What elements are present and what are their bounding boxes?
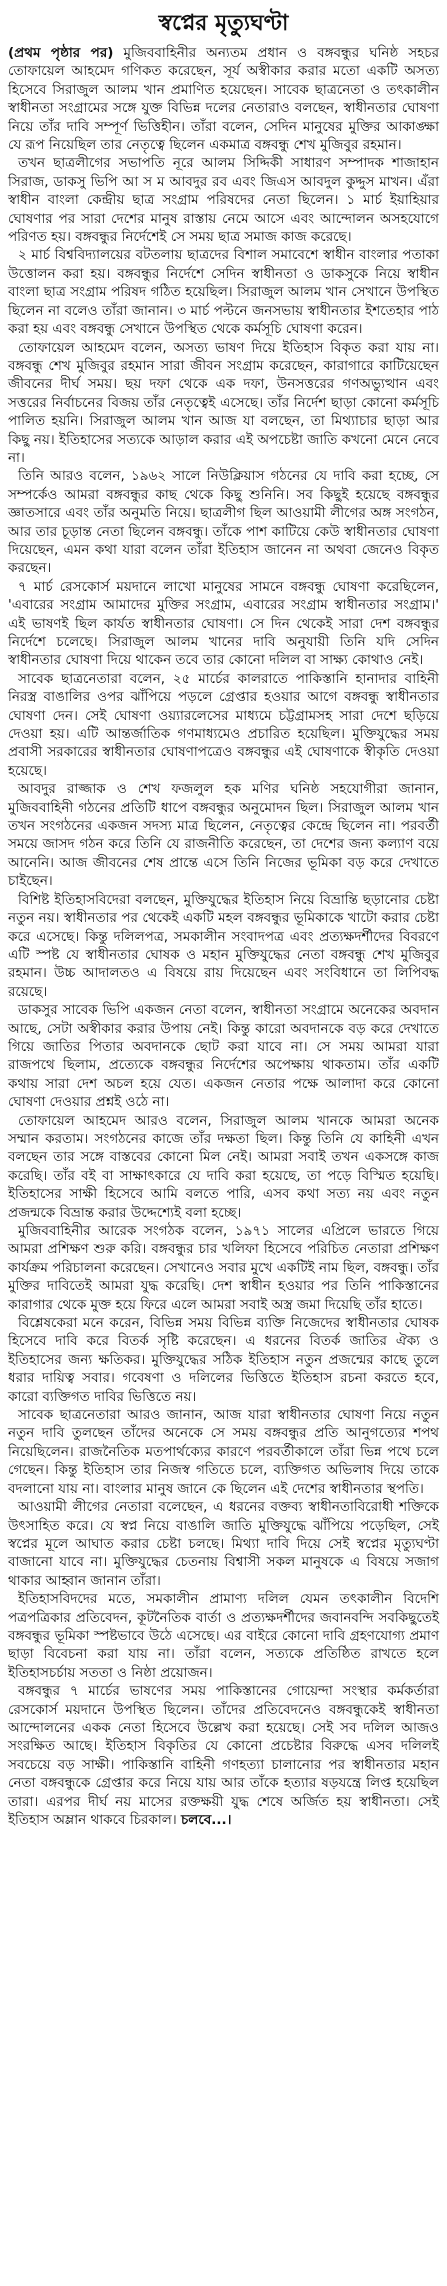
paragraph-16: ইতিহাসবিদদের মতে, সমকালীন প্রামাণ্য দলিল যেমন তৎকালীন বিদেশি পত্রপত্রিকার প্রতিবেদন, কূটনৈতিক বার্তা ও প্রত্যক্ষদর্শীদের জবানবন্দি সবকিছুতেই বঙ্গবন্ধুর ভূমিকা স্পষ্টভাবে উঠে এসেছে। এর বাইরে কোনো দাবি গ্রহণযোগ্য প্রমাণ ছাড়া বিবেচনা করা যায় না। তাঁরা বলেন, সত্যকে প্রতিষ্ঠিত রাখতে হলে ইতিহাসচর্চায় সততা ও নিষ্ঠা প্রয়োজন। bbox=[8, 1591, 439, 1681]
paragraph-14: সাবেক ছাত্রনেতারা আরও জানান, আজ যারা স্বাধীনতার ঘোষণা নিয়ে নতুন নতুন দাবি তুলছেন তাঁদের অনেকে সে সময় বঙ্গবন্ধুর প্রতি আনুগত্যের শপথ নিয়েছিলেন। রাজনৈতিক মতপার্থক্যের কারণে পরবর্তীকালে তাঁরা ভিন্ন পথে চলে গেছেন। কিন্তু ইতিহাস তার নিজস্ব গতিতে চলে, ব্যক্তিগত অভিলাষ দিয়ে তাকে বদলানো যায় না। বাংলার মানুষ জানে কে ছিলেন এই দেশের স্বাধীনতার স্থপতি। bbox=[8, 1407, 439, 1497]
paragraph-1 bbox=[8, 44, 439, 154]
paragraph-5: তিনি আরও বলেন, ১৯৬২ সালে নিউক্লিয়াস গঠনের যে দাবি করা হচ্ছে, সে সম্পর্কেও আমরা বঙ্গবন্ধুর কাছ থেকে কিছু শুনিনি। সব কিছুই হয়েছে বঙ্গবন্ধুর জ্ঞাতসারে এবং তাঁর অনুমতি নিয়ে। ছাত্রলীগ ছিল আওয়ামী লীগের অঙ্গ সংগঠন, আর তার চূড়ান্ত নেতা ছিলেন বঙ্গবন্ধু। তাঁকে পাশ কাটিয়ে কেউ স্বাধীনতার ঘোষণা দিয়েছেন, এমন কথা যারা বলেন তাঁরা ইতিহাস জানেন না অথবা জেনেও বিকৃত করছেন। bbox=[8, 468, 439, 577]
paragraph-10: ডাকসুর সাবেক ভিপি একজন নেতা বলেন, স্বাধীনতা সংগ্রামে অনেকের অবদান আছে, সেটা অস্বীকার করার উপায় নেই। কিন্তু কারো অবদানকে বড় করে দেখাতে গিয়ে জাতির পিতার অবদানকে ছোট করা যাবে না। সে সময় আমরা যারা রাজপথে ছিলাম, প্রত্যেকে বঙ্গবন্ধুর নির্দেশের অপেক্ষায় থাকতাম। তাঁর একটি কথায় সারা দেশ অচল হয়ে যেত। একজন নেতার পক্ষে আলাদা করে কোনো ঘোষণা দেওয়ার প্রশ্নই ওঠে না। bbox=[8, 1002, 439, 1111]
paragraph-12: মুজিববাহিনীর আরেক সংগঠক বলেন, ১৯৭১ সালের এপ্রিলে ভারতে গিয়ে আমরা প্রশিক্ষণ শুরু করি। বঙ্গবন্ধুর চার খলিফা হিসেবে পরিচিত নেতারা প্রশিক্ষণ কার্যক্রম পরিচালনা করেছেন। সেখানেও সবার মুখে একটিই নাম ছিল, বঙ্গবন্ধু। তাঁর মুক্তির দাবিতেই আমরা যুদ্ধ করেছি। দেশ স্বাধীন হওয়ার পর তিনি পাকিস্তানের কারাগার থেকে মুক্ত হয়ে ফিরে এলে আমরা সবাই অস্ত্র জমা দিয়েছি তাঁর হাতে। bbox=[8, 1223, 439, 1313]
paragraph-text: মুজিববাহিনীর অন্যতম প্রধান ও বঙ্গবন্ধুর ঘনিষ্ঠ সহচর তোফায়েল আহমেদ গণিকত করেছেন, সূর্য অস্বীকার করার মতো একটি অসত্য হিসেবে সিরাজুল আলম খান প্রমাণিত হয়েছেন। সাবেক ছাত্রনেতা ও তৎকালীন স্বাধীনতা সংগ্রামের সঙ্গে যুক্ত বিভিন্ন দলের নেতারাও বলছেন, স্বাধীনতার ঘোষণা নিয়ে তাঁর দাবি সম্পূর্ণ ভিত্তিহীন। তাঁরা বলেন, সেদিন মানুষের মুক্তির আকাঙ্ক্ষা যে রূপ নিয়েছিল তার নেতৃত্বে ছিলেন একমাত্র বঙ্গবন্ধু শেখ মুজিবুর রহমান। bbox=[8, 45, 439, 154]
continued-label: চলবে...। bbox=[180, 1812, 232, 1828]
continued-from-label: (প্রথম পৃষ্ঠার পর) bbox=[8, 45, 114, 61]
paragraph-6: ৭ মার্চ রেসকোর্স ময়দানে লাখো মানুষের সামনে বঙ্গবন্ধু ঘোষণা করেছিলেন, 'এবারের সংগ্রাম আমাদের মুক্তির সংগ্রাম, এবারের সংগ্রাম স্বাধীনতার সংগ্রাম।' এই ভাষণই ছিল কার্যত স্বাধীনতার ঘোষণা। সে দিন থেকেই সারা দেশ বঙ্গবন্ধুর নির্দেশে চলেছে। সিরাজুল আলম খানের দাবি অনুযায়ী তিনি যদি সেদিন স্বাধীনতার ঘোষণা দিয়ে থাকেন তবে তার কোনো দলিল বা সাক্ষ্য কোথাও নেই। bbox=[8, 578, 439, 669]
closing-text: বঙ্গবন্ধুর ৭ মার্চের ভাষণের সময় পাকিস্তানের গোয়েন্দা সংস্থার কর্মকর্তারা রেসকোর্স ময়দানে উপস্থিত ছিলেন। তাঁদের প্রতিবেদনেও বঙ্গবন্ধুকেই স্বাধীনতা আন্দোলনের একক নেতা হিসেবে উল্লেখ করা হয়েছে। সেই সব দলিল আজও সংরক্ষিত আছে। ইতিহাস বিকৃতির যে কোনো প্রচেষ্টার বিরুদ্ধে এসব দলিলই সবচেয়ে বড় সাক্ষী। পাকিস্তানি বাহিনী গণহত্যা চালানোর পর স্বাধীনতার মহান নেতা বঙ্গবন্ধুকে গ্রেপ্তার করে নিয়ে যায় আর তাঁকে হত্যার ষড়যন্ত্রে লিপ্ত হয়েছিল তারা। এরপর দীর্ঘ নয় মাসের রক্তক্ষয়ী যুদ্ধ শেষে অর্জিত হয় স্বাধীনতা। সেই ইতিহাস অম্লান থাকবে চিরকাল। bbox=[8, 1683, 439, 1828]
paragraph-2: তখন ছাত্রলীগের সভাপতি নূরে আলম সিদ্দিকী সাধারণ সম্পাদক শাজাহান সিরাজ, ডাকসু ভিপি আ স ম আবদুর রব এবং জিএস আবদুল কুদ্দুস মাখন। এঁরা স্বাধীন বাংলা কেন্দ্রীয় ছাত্র সংগ্রাম পরিষদের নেতা ছিলেন। ১ মার্চ ইয়াহিয়ার ঘোষণার পর সারা দেশের মানুষ রাস্তায় নেমে আসে এবং আন্দোলন অসহযোগে পরিণত হয়। বঙ্গবন্ধুর নির্দেশেই সে সময় ছাত্র সমাজ কাজ করেছে। bbox=[8, 155, 439, 246]
paragraph-4: তোফায়েল আহমেদ বলেন, অসত্য ভাষণ দিয়ে ইতিহাস বিকৃত করা যায় না। বঙ্গবন্ধু শেখ মুজিবুর রহমান সারা জীবন সংগ্রাম করেছেন, কারাগারে কাটিয়েছেন জীবনের দীর্ঘ সময়। ছয় দফা থেকে এক দফা, উনসত্তরের গণঅভ্যুত্থান এবং সত্তরের নির্বাচনের বিজয় তাঁর নেতৃত্বেই এসেছে। তাঁর নির্দেশ ছাড়া কোনো কর্মসূচি পালিত হয়নি। সিরাজুল আলম খান আজ যা বলছেন, তা মিথ্যাচার ছাড়া আর কিছু নয়। ইতিহাসের সত্যকে আড়াল করার এই অপচেষ্টা জাতি কখনো মেনে নেবে না। bbox=[8, 339, 439, 466]
closing-paragraph bbox=[8, 1682, 439, 1829]
paragraph-9: বিশিষ্ট ইতিহাসবিদেরা বলছেন, মুক্তিযুদ্ধের ইতিহাস নিয়ে বিভ্রান্তি ছড়ানোর চেষ্টা নতুন নয়। স্বাধীনতার পর থেকেই একটি মহল বঙ্গবন্ধুর ভূমিকাকে খাটো করার চেষ্টা করে এসেছে। কিন্তু দলিলপত্র, সমকালীন সংবাদপত্র এবং প্রত্যক্ষদর্শীদের বিবরণে এটি স্পষ্ট যে স্বাধীনতার ঘোষক ও মহান মুক্তিযুদ্ধের নেতা বঙ্গবন্ধু শেখ মুজিবুর রহমান। উচ্চ আদালতও এ বিষয়ে রায় দিয়েছেন এবং সংবিধানে তা লিপিবদ্ধ রয়েছে। bbox=[8, 891, 439, 1000]
paragraph-13: বিশ্লেষকেরা মনে করেন, বিভিন্ন সময় বিভিন্ন ব্যক্তি নিজেদের স্বাধীনতার ঘোষক হিসেবে দাবি করে বিতর্ক সৃষ্টি করেছেন। এ ধরনের বিতর্ক জাতির ঐক্য ও ইতিহাসের জন্য ক্ষতিকর। মুক্তিযুদ্ধের সঠিক ইতিহাস নতুন প্রজন্মের কাছে তুলে ধরার দায়িত্ব সবার। গবেষণা ও দলিলের ভিত্তিতে ইতিহাস রচনা করতে হবে, কারো ব্যক্তিগত দাবির ভিত্তিতে নয়। bbox=[8, 1315, 439, 1405]
paragraph-3: ২ মার্চ বিশ্ববিদ্যালয়ের বটতলায় ছাত্রদের বিশাল সমাবেশে স্বাধীন বাংলার পতাকা উত্তোলন করা হয়। বঙ্গবন্ধুর নির্দেশে সেদিন স্বাধীনতা ও ডাকসুকে নিয়ে স্বাধীন বাংলা ছাত্র সংগ্রাম পরিষদ গঠিত হয়েছিল। সিরাজুল আলম খান সেখানে উপস্থিত ছিলেন না বলেও তাঁরা জানান। ৩ মার্চ পল্টনে জনসভায় স্বাধীনতার ইশতেহার পাঠ করা হয় এবং বঙ্গবন্ধু সেখানে উপস্থিত থেকে কর্মসূচি ঘোষণা করেন। bbox=[8, 247, 439, 338]
paragraph-7: সাবেক ছাত্রনেতারা বলেন, ২৫ মার্চের কালরাতে পাকিস্তানি হানাদার বাহিনী নিরস্ত্র বাঙালির ওপর ঝাঁপিয়ে পড়লে গ্রেপ্তার হওয়ার আগে বঙ্গবন্ধু স্বাধীনতার ঘোষণা দেন। সেই ঘোষণা ওয়্যারলেসের মাধ্যমে চট্টগ্রামসহ সারা দেশে ছড়িয়ে দেওয়া হয়। এটি আন্তর্জাতিক গণমাধ্যমেও প্রচারিত হয়েছিল। মুক্তিযুদ্ধের সময় প্রবাসী সরকারের স্বাধীনতার ঘোষণাপত্রেও বঙ্গবন্ধুর এই ঘোষণাকে স্বীকৃতি দেওয়া হয়েছে। bbox=[8, 670, 439, 779]
article-title: স্বপ্নের মৃত্যুঘণ্টা bbox=[158, 10, 289, 36]
paragraph-11: তোফায়েল আহমেদ আরও বলেন, সিরাজুল আলম খানকে আমরা অনেক সম্মান করতাম। সংগঠনের কাজে তাঁর দক্ষতা ছিল। কিন্তু তিনি যে কাহিনী এখন বলছেন তার সঙ্গে বাস্তবের কোনো মিল নেই। আমরা সবাই তখন একসঙ্গে কাজ করেছি। তাঁর বই বা সাক্ষাৎকারে যে দাবি করা হয়েছে, তা পড়ে বিস্মিত হয়েছি। ইতিহাসের সাক্ষী হিসেবে আমি বলতে পারি, এসব কথা সত্য নয় এবং নতুন প্রজন্মকে বিভ্রান্ত করার উদ্দেশ্যেই বলা হচ্ছে। bbox=[8, 1112, 439, 1221]
article-body bbox=[8, 44, 439, 1829]
paragraph-8: আবদুর রাজ্জাক ও শেখ ফজলুল হক মণির ঘনিষ্ঠ সহযোগীরা জানান, মুজিববাহিনী গঠনের প্রতিটি ধাপে বঙ্গবন্ধুর অনুমোদন ছিল। সিরাজুল আলম খান তখন সংগঠনের একজন সদস্য মাত্র ছিলেন, নেতৃত্বের কেন্দ্রে ছিলেন না। পরবর্তী সময়ে জাসদ গঠন করে তিনি যে রাজনীতি করেছেন, তা দেশের জন্য কল্যাণ বয়ে আনেনি। আজ জীবনের শেষ প্রান্তে এসে তিনি নিজের ভূমিকা বড় করে দেখাতে চাইছেন। bbox=[8, 781, 439, 890]
paragraph-15: আওয়ামী লীগের নেতারা বলেছেন, এ ধরনের বক্তব্য স্বাধীনতাবিরোধী শক্তিকে উৎসাহিত করে। যে স্বপ্ন নিয়ে বাঙালি জাতি মুক্তিযুদ্ধে ঝাঁপিয়ে পড়েছিল, সেই স্বপ্নের মূলে আঘাত করার চেষ্টা চলছে। মিথ্যা দাবি দিয়ে সেই স্বপ্নের মৃত্যুঘণ্টা বাজানো যাবে না। মুক্তিযুদ্ধের চেতনায় বিশ্বাসী সকল মানুষকে এ বিষয়ে সজাগ থাকার আহ্বান জানান তাঁরা। bbox=[8, 1499, 439, 1589]
